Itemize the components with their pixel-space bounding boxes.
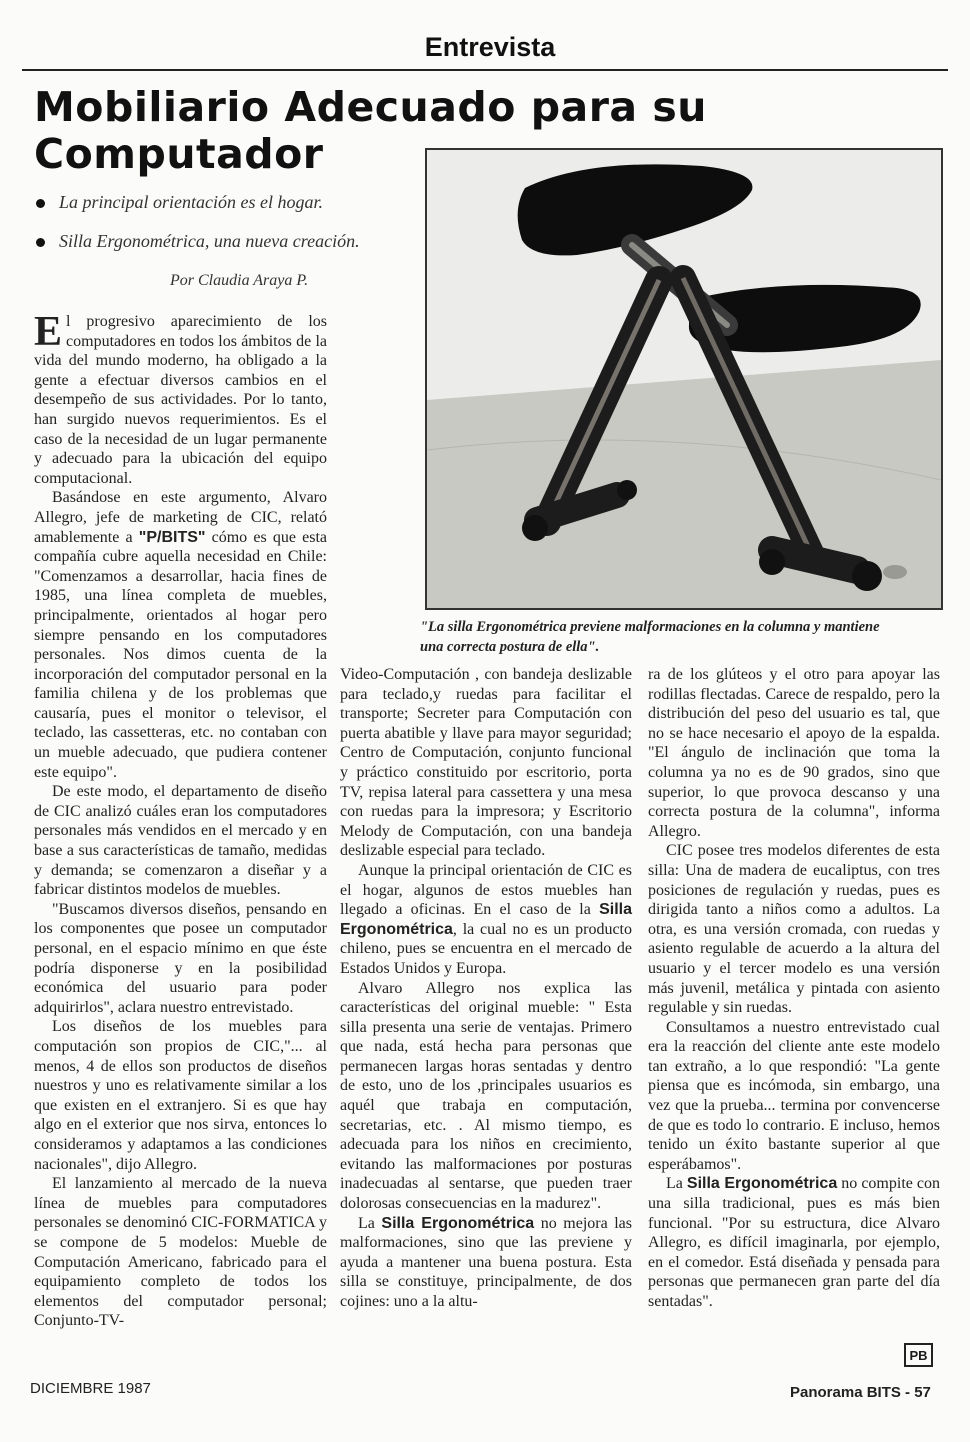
bullet-dot-icon [36,238,45,247]
wheel-icon [759,549,785,575]
bullet-item: Silla Ergonométrica, una nueva creación. [36,231,416,252]
section-label: Entrevista [424,32,556,62]
paragraph: ra de los glúteos y el otro para apoyar las rodillas flectadas. Carece de respaldo, pero la distribución del peso del usuario es tal, que no se hace necesario el apoyo de la espalda. "El ángulo de inclinación que toma la columna ya no es de 90 grados, sino que superior, lo que provoca descanso y una correcta postura de la columna", informa Allegro. [648,666,940,840]
paragraph: Aunque la principal orientación de CIC es el hogar, algunos de estos muebles han llegado a oficinas. En el caso de la Silla Ergonométrica, la cual no es un producto chileno, pues se encuentra en el mercado de Estados Unidos y Europa. [340,861,632,977]
magazine-name: Panorama BITS [790,1384,901,1401]
paragraph: La Silla Ergonométrica no compite con una silla tradicional, pues es más bien funcional. "Por su estructura, dice Alvaro Allegro, es difícil imaginarla, por ejemplo, en el comedor. Está diseñada y pensada para personas que permanecen gran parte del día sentadas". [648,1175,941,1310]
bullet-item: La principal orientación es el hogar. [36,192,416,213]
kneeling-chair-image [427,150,941,608]
paragraph: Basándose en este argumento, Alvaro Allegro, jefe de marketing de CIC, relató amablemente a "P/BITS" cómo es que esta compañía cubre aquella necesidad en Chile: "Comenzamos a desarrollar, hacia fines de 1985, una línea completa de muebles, principalmente, orientados al hogar pero siempre pensando en los computadores personales. Nos dimos cuenta de la incorporación del computador personal en la familia chilena y de los problemas que causaría, pues el monitor o televisor, el teclado, las cassetteras, etc. no contaban con un mueble adecuado, que pudiera contener este equipo". [34,489,327,781]
page-footer: Panorama BITS - 57 [790,1384,931,1401]
paragraph: Alvaro Allegro nos explica las características del original mueble: " Esta silla presenta una serie de ventajas. Primero que nada, está hecha para personas que permanecen largas horas sentadas y dentro de esto, uno de los ,principales usuarios es aquél que trabaja en computación, secretarias, etc. . Al mismo tiempo, es adecuada para los niños en crecimiento, evitando las malformaciones por posturas inadecuadas al sentarse, que pueden traer dolorosas consecuencias en la madurez". [340,979,632,1213]
paragraph: Los diseños de los muebles para computación son propios de CIC,"... al menos, 4 de ellos son productos de diseños nuestros y uno es relativamente similar a los que existen en el extranjero. Si es que hay algo en el exterior que nos sirva, entonces lo consideramos y adaptamos a las condiciones nacionales", dijo Allegro. [34,1018,327,1173]
article-column-1 [34,309,327,1331]
bullet-dot-icon [36,199,45,208]
subheading-bullets [36,192,416,270]
pb-logo: PB [904,1343,933,1367]
wheel-icon [617,480,637,500]
wheel-icon [852,561,882,591]
chair-photo [425,148,943,610]
wheel-icon [522,515,548,541]
paragraph: El lanzamiento al mercado de la nueva línea de muebles para computadores personales se denominó CIC-FORMATICA y se compone de 5 modelos: Mueble de Computación Americano, fabricado para el equipamiento completo de todos los elementos del computador personal; Conjunto-TV- [34,1175,327,1330]
drop-cap: E [34,309,63,355]
paragraph: "Buscamos diversos diseños, pensando en los componentes que posee un computador personal, en el espacio mínimo en que éste podría disponerse y en la posibilidad económica del usuario para poder adquirirlos", aclara nuestro entrevistado. [34,900,327,1016]
paragraph: CIC posee tres modelos diferentes de esta silla: Una de madera de eucaliptus, con tres posiciones de regulación y ruedas, pues es dirigida tanto a niños como a adultos. La otra, es una versión cromada, con ruedas y asiento regulable de acuerdo a la altura del usuario y el tercer modelo es una versión más juvenil, metálica y pintada con asiento regulable y sin ruedas. [648,842,940,1017]
byline: Por Claudia Araya P. [170,272,309,289]
issue-date: DICIEMBRE 1987 [30,1380,151,1397]
paragraph: Video-Computación , con bandeja deslizable para teclado,y ruedas para facilitar el transporte; Secreter para Computación con puerta abatible y llave para mayor seguridad; Centro de Computación, conjunto funcional y práctico constituido por escritorio, porta TV, repisa lateral para cassettera y una mesa con ruedas para la impresora; y Escritorio Melody de Computación, con una bandeja deslizable especial para teclado. [340,666,632,860]
article-column-3 [648,665,940,1312]
paragraph: El progresivo aparecimiento de los computadores en todos los ámbitos de la vida del mundo moderno, ha obligado a la gente a efectuar diversos cambios en el desempeño de sus actividades. Por lo tanto, han surgido nuevos requerimientos. Es el caso de la necesidad de un lugar permanente y adecuado para la ubicación del equipo computacional. [34,309,327,487]
paragraph: Consultamos a nuestro entrevistado cual era la reacción del cliente ante este modelo tan extraño, a lo que respondió: "La gente piensa que es incómoda, sin embargo, una vez que la prueba... termina por convencerse de que es todo lo contrario. E incluso, hemos tenido un éxito bastante superior al que esperábamos". [648,1018,940,1173]
article-column-2 [340,665,632,1312]
photo-caption: "La silla Ergonométrica previene malformaciones en la columna y mantiene una correcta postura de ella". [420,619,880,655]
paragraph: La Silla Ergonométrica no mejora las malformaciones, sino que las previene y ayuda a mantener una buena postura. Esta silla se constituye, principalmente, de dos cojines: uno a la altu- [340,1214,632,1310]
page-number: 57 [914,1384,931,1401]
paragraph: De este modo, el departamento de diseño de CIC analizó cuáles eran los computadores personales más vendidos en el mercado y en base a sus características de tamaño, medidas y demanda; se comenzaron a diseñar y a fabricar distintos modelos de muebles. [34,783,327,899]
top-rule [22,69,948,71]
article-title: Mobiliario Adecuado para su Computador [34,83,707,178]
